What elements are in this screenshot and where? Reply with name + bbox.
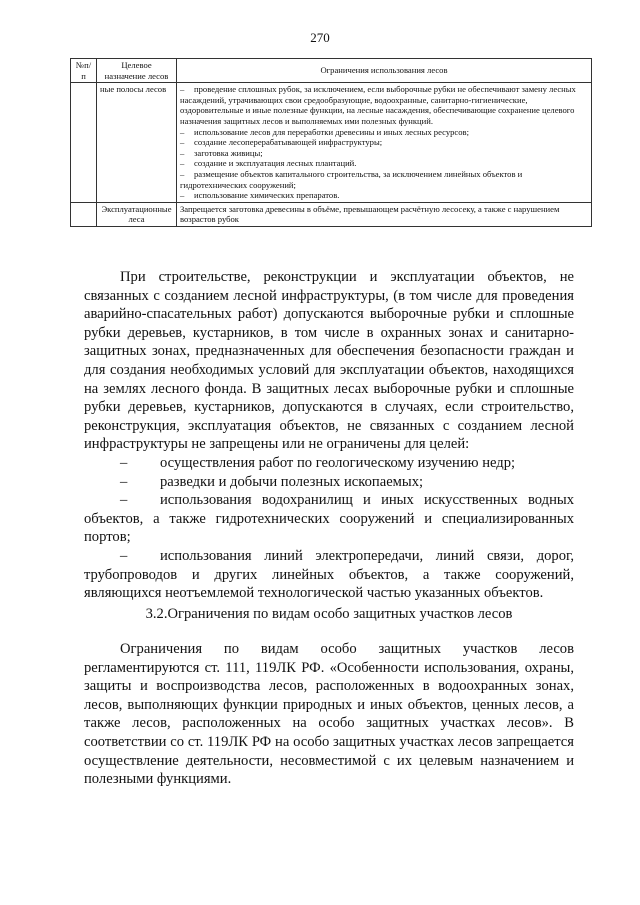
- main-text-block-2: [84, 640, 574, 789]
- page-number: 270: [310, 30, 330, 45]
- restriction-item: – создание лесоперерабатывающей инфраструктуры;: [180, 137, 383, 148]
- table-row: [71, 83, 592, 203]
- restriction-item: – использование лесов для переработки древесины и иных лесных ресурсов;: [180, 126, 469, 137]
- row-purpose: Эксплуатационные леса: [97, 202, 177, 226]
- row-restrictions: Запрещается заготовка древесины в объёме, превышающем расчётную лесосеку, а также с нарушением возрастов рубок: [177, 202, 592, 226]
- restriction-item: – размещение объектов капитального строительства, за исключением линейных объектов и гидротехнических сооружений;: [180, 168, 523, 190]
- row-number: [71, 83, 97, 203]
- restriction-item: – заготовка живицы;: [180, 147, 263, 158]
- main-text-block: [84, 268, 574, 603]
- paragraph: При строительстве, реконструкции и эксплуатации объектов, не связанных с созданием лесной инфраструктуры, (в том числе для проведения аварийно-спасательных работ) допускаются выборочные рубки и сплошные рубки деревьев, кустарников, в том числе в охранных зонах и санитарно-защитных зонах, предназначенных для обеспечения безопасности граждан и для создания необходимых условий для эксплуатации объектов, находящихся на землях лесного фонда. В защитных лесах выборочные рубки и сплошные рубки деревьев, кустарников, допускаются в случаях, если строительство, реконструкция, эксплуатация объектов, не связанных с созданием лесной инфраструктуры не запрещены или не ограничены для целей:: [84, 269, 574, 453]
- list-item: – разведки и добычи полезных ископаемых;: [120, 473, 424, 490]
- table-row: [71, 202, 592, 226]
- row-restrictions: [177, 83, 592, 203]
- table-header-row: [71, 59, 592, 83]
- section-heading: 3.2.Ограничения по видам особо защитных участков лесов: [145, 606, 513, 622]
- header-number: №п/п: [71, 59, 97, 83]
- restrictions-table: [70, 58, 592, 227]
- header-purpose: Целевое назначение лесов: [97, 59, 177, 83]
- row-number: [71, 202, 97, 226]
- row-purpose: ные полосы лесов: [97, 83, 177, 203]
- paragraph: Ограничения по видам особо защитных участков лесов регламентируются ст. 111, 119ЛК РФ. «Особенности использования, охраны, защиты и воспроизводства лесов, расположенных в водоохранных зонах, лесов, выполняющих функции природных и иных объектов, ценных лесов, а также лесов, расположенных на особо защитных участках лесов». В соответствии со ст. 119ЛК РФ на особо защитных участках лесов запрещается осуществление деятельности, несовместимой с их целевым назначением и полезными функциями.: [84, 641, 574, 788]
- list-item: – осуществления работ по геологическому изучению недр;: [120, 454, 516, 471]
- restriction-item: – использование химических препаратов.: [180, 190, 340, 201]
- restriction-item: – проведение сплошных рубок, за исключением, если выборочные рубки не обеспечивают замену лесных насаждений, утрачивающих свои средообразующие, водоохранные, санитарно-гигиенические, оздоровительные и иные полезные функции, на лесные насаждения, обеспечивающие сохранение целевого назначения защитных лесов и выполняемых ими полезных функций.: [180, 84, 576, 126]
- header-restrictions: Ограничения использования лесов: [177, 59, 592, 83]
- restriction-item: – создание и эксплуатация лесных плантаций.: [180, 158, 357, 169]
- list-item: – использования линий электропередачи, линий связи, дорог, трубопроводов и других линейных объектов, а также сооружений, являющихся неотъемлемой технологической частью указанных объектов.: [84, 547, 574, 602]
- list-item: – использования водохранилищ и иных искусственных водных объектов, а также гидротехнических сооружений и специализированных портов;: [84, 492, 574, 546]
